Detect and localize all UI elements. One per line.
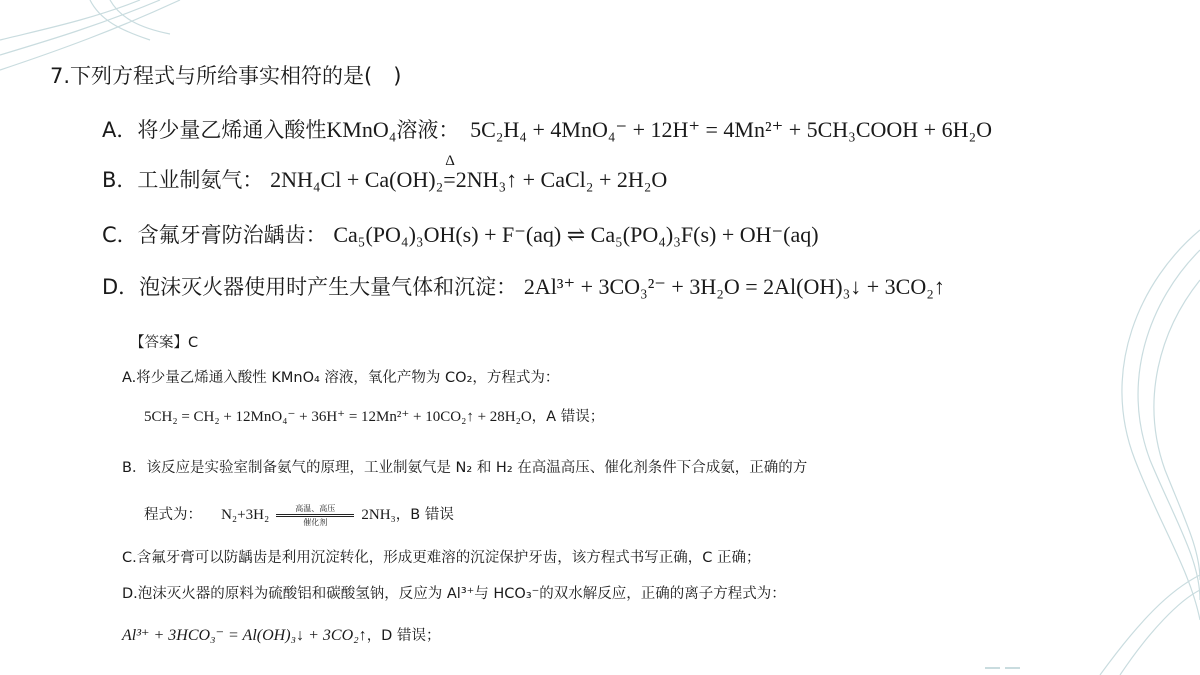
answer-b-cond-bottom: 催化剂 — [303, 517, 328, 527]
answer-b-cond-top: 高温、高压 — [295, 503, 336, 513]
answer-b-text2: 程式为： — [144, 507, 202, 523]
answer-d-line — [122, 624, 440, 645]
option-b-equation-left: 2NH₄Cl + Ca(OH)₂ — [270, 167, 444, 192]
answer-heading: 【答案】C — [130, 335, 199, 351]
option-a-label: A．将少量乙烯通入酸性 — [102, 118, 327, 142]
option-a-equation: 5C₂H₄ + 4MnO₄⁻ + 12H⁺ = 4Mn²⁺ + 5CH₃COOH + 6H₂O — [470, 117, 993, 142]
answer-b-eq-left: N₂+3H₂ — [221, 507, 270, 523]
option-c-label: C．含氟牙膏防治龋齿： — [102, 223, 327, 247]
answer-b-verdict: ，B 错误 — [395, 507, 454, 523]
option-c — [102, 219, 819, 249]
answer-b-cond-line-top — [276, 514, 354, 515]
option-d — [102, 271, 945, 301]
question-title: 7.下列方程式与所给事实相符的是( ) — [50, 64, 402, 88]
answer-b-line — [144, 503, 454, 527]
option-a-reagent: KMnO₄ — [326, 117, 397, 142]
answer-a-verdict: ，A 错误； — [531, 409, 605, 425]
option-b-condition: Δ — [445, 153, 455, 169]
answer-b-condition — [274, 503, 356, 527]
answer-b-text: B．该反应是实验室制备氨气的原理，工业制氨气是 N₂ 和 H₂ 在高温高压、催化剂条件下合成氨，正确的方 — [122, 460, 808, 476]
option-a — [102, 114, 992, 144]
option-b-heat-equals: Δ = — [443, 153, 456, 192]
answer-d-equation: Al³⁺ + 3HCO₃⁻ = Al(OH)₃↓ + 3CO₂↑ — [122, 627, 367, 644]
answer-d-text: D.泡沫灭火器的原料为硫酸铝和碳酸氢钠，反应为 Al³⁺与 HCO₃⁻的双水解反应，正确的离子方程式为： — [122, 586, 786, 602]
answer-d-verdict: ，D 错误； — [366, 628, 441, 644]
option-b-equation-right: 2NH₃↑ + CaCl₂ + 2H₂O — [455, 167, 668, 192]
answer-a-equation: 5CH₂ = CH₂ + 12MnO₄⁻ + 36H⁺ = 12Mn²⁺ + 10CO₂↑ + 28H₂O — [144, 409, 532, 425]
answer-c-text: C.含氟牙膏可以防龋齿是利用沉淀转化，形成更难溶的沉淀保护牙齿，该方程式书写正确，C 正确； — [122, 550, 761, 566]
answer-a-line — [144, 405, 604, 426]
answer-a-text: A.将少量乙烯通入酸性 KMnO₄ 溶液，氧化产物为 CO₂，方程式为： — [122, 370, 560, 386]
option-d-label: D．泡沫灭火器使用时产生大量气体和沉淀： — [102, 275, 518, 299]
option-d-equation: 2Al³⁺ + 3CO₃²⁻ + 3H₂O = 2Al(OH)₃↓ + 3CO₂↑ — [523, 274, 945, 299]
answer-b-eq-right: 2NH₃ — [361, 507, 396, 523]
option-c-equation: Ca₅(PO₄)₃OH(s) + F⁻(aq) ⇌ Ca₅(PO₄)₃F(s) + OH⁻(aq) — [333, 222, 819, 247]
option-b — [102, 153, 668, 194]
option-b-label: B．工业制氨气： — [102, 168, 264, 192]
option-a-label2: 溶液： — [396, 118, 460, 142]
